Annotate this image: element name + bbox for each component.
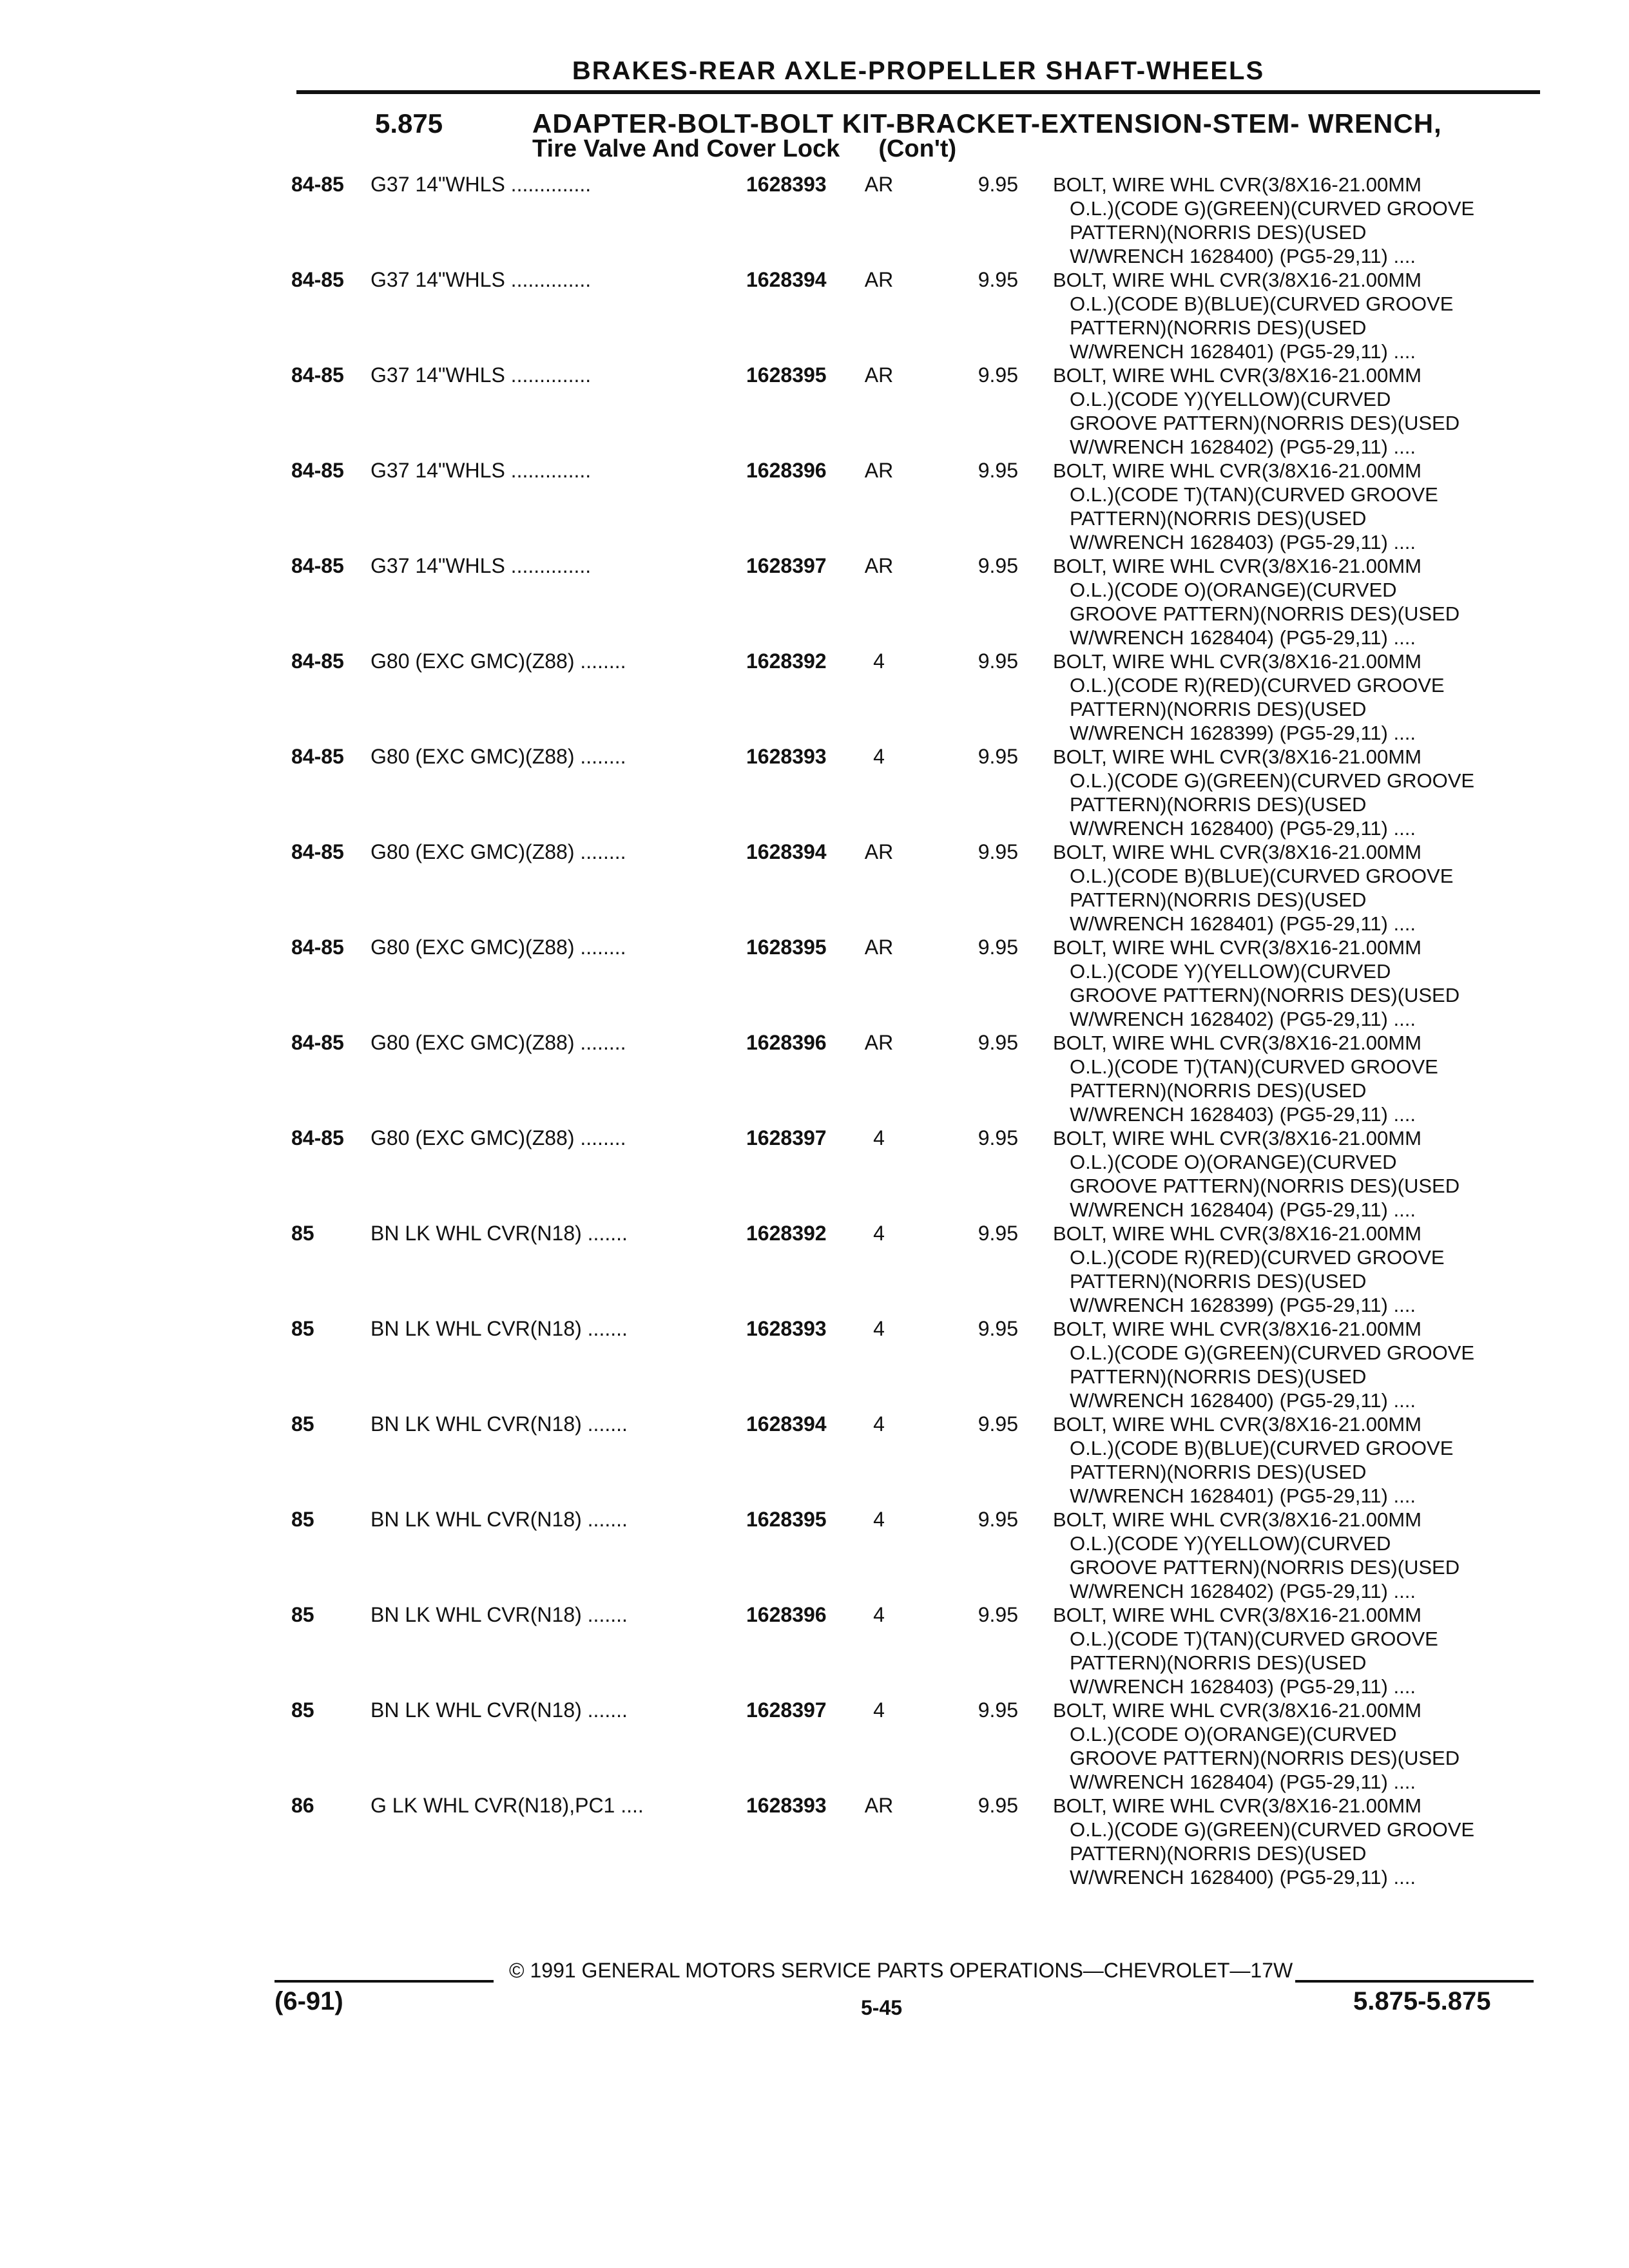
entry-description — [1053, 1031, 1543, 1126]
entry-quantity: 4 — [873, 1698, 885, 1722]
entry-price: 9.95 — [978, 1412, 1018, 1436]
footer-rule-left — [275, 1980, 494, 1983]
entry-price: 9.95 — [978, 1603, 1018, 1626]
entry-application: G37 14"WHLS .............. — [371, 459, 592, 482]
section-subtitle — [532, 135, 956, 163]
description-line: O.L.)(CODE O)(ORANGE)(CURVED — [1070, 1151, 1397, 1173]
entry-description — [1053, 1698, 1543, 1794]
description-line: BOLT, WIRE WHL CVR(3/8X16-21.00MM — [1053, 1032, 1422, 1054]
entry-quantity: AR — [864, 363, 894, 387]
entry-part-number: 1628397 — [746, 1126, 827, 1149]
entry-part-number: 1628392 — [746, 1222, 827, 1245]
entry-price: 9.95 — [978, 1508, 1018, 1531]
entry-price: 9.95 — [978, 1031, 1018, 1054]
description-line: BOLT, WIRE WHL CVR(3/8X16-21.00MM — [1053, 1508, 1422, 1531]
part-entry — [0, 1794, 1629, 1888]
description-line: GROOVE PATTERN)(NORRIS DES)(USED — [1070, 1556, 1460, 1579]
description-line: GROOVE PATTERN)(NORRIS DES)(USED — [1070, 1747, 1460, 1769]
description-line: W/WRENCH 1628402) (PG5-29,11) .... — [1070, 1580, 1416, 1602]
description-line: PATTERN)(NORRIS DES)(USED — [1070, 316, 1367, 339]
footer-section-range: 5.875-5.875 — [1353, 1987, 1491, 2015]
description-line: O.L.)(CODE B)(BLUE)(CURVED GROOVE — [1070, 293, 1454, 315]
part-entry — [0, 840, 1629, 934]
entry-description — [1053, 745, 1543, 840]
part-entry — [0, 1603, 1629, 1697]
description-line: O.L.)(CODE O)(ORANGE)(CURVED — [1070, 579, 1397, 601]
entry-description — [1053, 1794, 1543, 1889]
entry-application: G37 14"WHLS .............. — [371, 173, 592, 196]
description-line: O.L.)(CODE O)(ORANGE)(CURVED — [1070, 1723, 1397, 1745]
entry-price: 9.95 — [978, 173, 1018, 196]
entry-application: BN LK WHL CVR(N18) ....... — [371, 1412, 628, 1436]
entry-description — [1053, 1222, 1543, 1317]
description-line: O.L.)(CODE G)(GREEN)(CURVED GROOVE — [1070, 197, 1475, 220]
description-line: O.L.)(CODE Y)(YELLOW)(CURVED — [1070, 1532, 1391, 1555]
entry-price: 9.95 — [978, 554, 1018, 577]
entry-application: BN LK WHL CVR(N18) ....... — [371, 1698, 628, 1722]
entry-part-number: 1628393 — [746, 745, 827, 768]
entry-application: BN LK WHL CVR(N18) ....... — [371, 1603, 628, 1626]
entry-application: G37 14"WHLS .............. — [371, 554, 592, 577]
entry-price: 9.95 — [978, 1698, 1018, 1722]
description-line: PATTERN)(NORRIS DES)(USED — [1070, 1365, 1367, 1388]
part-entry — [0, 1222, 1629, 1316]
description-line: BOLT, WIRE WHL CVR(3/8X16-21.00MM — [1053, 1222, 1422, 1245]
entry-quantity: 4 — [873, 1222, 885, 1245]
continued-label: (Con't) — [878, 135, 957, 162]
description-line: BOLT, WIRE WHL CVR(3/8X16-21.00MM — [1053, 1604, 1422, 1626]
entry-part-number: 1628394 — [746, 840, 827, 863]
entry-part-number: 1628395 — [746, 1508, 827, 1531]
entry-application: G80 (EXC GMC)(Z88) ........ — [371, 936, 626, 959]
entry-quantity: 4 — [873, 649, 885, 673]
part-entry — [0, 459, 1629, 553]
entry-application: G80 (EXC GMC)(Z88) ........ — [371, 649, 626, 673]
description-line: O.L.)(CODE R)(RED)(CURVED GROOVE — [1070, 674, 1445, 697]
entry-year: 85 — [291, 1508, 314, 1531]
entry-year: 84-85 — [291, 268, 344, 291]
entry-part-number: 1628397 — [746, 1698, 827, 1722]
description-line: BOLT, WIRE WHL CVR(3/8X16-21.00MM — [1053, 269, 1422, 291]
entry-year: 84-85 — [291, 936, 344, 959]
description-line: W/WRENCH 1628401) (PG5-29,11) .... — [1070, 340, 1416, 363]
entry-quantity: AR — [864, 840, 894, 863]
entry-year: 84-85 — [291, 173, 344, 196]
description-line: O.L.)(CODE G)(GREEN)(CURVED GROOVE — [1070, 1818, 1475, 1841]
entry-year: 85 — [291, 1603, 314, 1626]
entry-year: 84-85 — [291, 649, 344, 673]
description-line: O.L.)(CODE G)(GREEN)(CURVED GROOVE — [1070, 1341, 1475, 1364]
entry-application: BN LK WHL CVR(N18) ....... — [371, 1508, 628, 1531]
entry-year: 84-85 — [291, 840, 344, 863]
description-line: PATTERN)(NORRIS DES)(USED — [1070, 698, 1367, 720]
entry-part-number: 1628395 — [746, 936, 827, 959]
entry-year: 85 — [291, 1222, 314, 1245]
entry-quantity: 4 — [873, 1126, 885, 1149]
entry-part-number: 1628396 — [746, 1603, 827, 1626]
entry-quantity: AR — [864, 554, 894, 577]
description-line: BOLT, WIRE WHL CVR(3/8X16-21.00MM — [1053, 1413, 1422, 1436]
description-line: O.L.)(CODE B)(BLUE)(CURVED GROOVE — [1070, 865, 1454, 887]
entry-part-number: 1628395 — [746, 363, 827, 387]
entry-part-number: 1628396 — [746, 459, 827, 482]
description-line: BOLT, WIRE WHL CVR(3/8X16-21.00MM — [1053, 1318, 1422, 1340]
entry-description — [1053, 268, 1543, 363]
description-line: BOLT, WIRE WHL CVR(3/8X16-21.00MM — [1053, 459, 1422, 482]
entry-price: 9.95 — [978, 745, 1018, 768]
part-entry — [0, 363, 1629, 457]
entry-application: BN LK WHL CVR(N18) ....... — [371, 1222, 628, 1245]
section-title: ADAPTER-BOLT-BOLT KIT-BRACKET-EXTENSION-STEM- WRENCH, — [532, 108, 1442, 139]
description-line: O.L.)(CODE T)(TAN)(CURVED GROOVE — [1070, 483, 1438, 506]
footer-copyright: © 1991 GENERAL MOTORS SERVICE PARTS OPERATIONS—CHEVROLET—17W — [509, 1959, 1293, 1982]
description-line: O.L.)(CODE T)(TAN)(CURVED GROOVE — [1070, 1628, 1438, 1650]
entry-quantity: 4 — [873, 745, 885, 768]
entry-description — [1053, 1317, 1543, 1412]
description-line: BOLT, WIRE WHL CVR(3/8X16-21.00MM — [1053, 650, 1422, 673]
entry-price: 9.95 — [978, 268, 1018, 291]
footer-date: (6-91) — [275, 1987, 343, 2015]
entry-description — [1053, 840, 1543, 936]
entry-quantity: AR — [864, 1794, 894, 1817]
footer-page-number: 5-45 — [861, 1996, 903, 2019]
entry-quantity: 4 — [873, 1508, 885, 1531]
entry-quantity: AR — [864, 268, 894, 291]
description-line: BOLT, WIRE WHL CVR(3/8X16-21.00MM — [1053, 745, 1422, 768]
entry-year: 84-85 — [291, 745, 344, 768]
entry-application: G80 (EXC GMC)(Z88) ........ — [371, 1031, 626, 1054]
description-line: W/WRENCH 1628402) (PG5-29,11) .... — [1070, 1008, 1416, 1030]
entry-description — [1053, 1603, 1543, 1698]
description-line: PATTERN)(NORRIS DES)(USED — [1070, 1651, 1367, 1674]
description-line: W/WRENCH 1628400) (PG5-29,11) .... — [1070, 1866, 1416, 1888]
part-entry — [0, 1698, 1629, 1792]
entry-price: 9.95 — [978, 1126, 1018, 1149]
entry-application: G LK WHL CVR(N18),PC1 .... — [371, 1794, 644, 1817]
entry-price: 9.95 — [978, 363, 1018, 387]
section-number: 5.875 — [375, 108, 443, 139]
entry-part-number: 1628394 — [746, 268, 827, 291]
entry-application: G37 14"WHLS .............. — [371, 268, 592, 291]
description-line: W/WRENCH 1628401) (PG5-29,11) .... — [1070, 912, 1416, 935]
entry-part-number: 1628393 — [746, 173, 827, 196]
part-entry — [0, 173, 1629, 267]
entry-price: 9.95 — [978, 936, 1018, 959]
entry-quantity: 4 — [873, 1603, 885, 1626]
entry-description — [1053, 1508, 1543, 1603]
description-line: O.L.)(CODE Y)(YELLOW)(CURVED — [1070, 960, 1391, 983]
description-line: BOLT, WIRE WHL CVR(3/8X16-21.00MM — [1053, 841, 1422, 863]
description-line: BOLT, WIRE WHL CVR(3/8X16-21.00MM — [1053, 555, 1422, 577]
description-line: BOLT, WIRE WHL CVR(3/8X16-21.00MM — [1053, 936, 1422, 959]
description-line: PATTERN)(NORRIS DES)(USED — [1070, 221, 1367, 244]
entry-price: 9.95 — [978, 840, 1018, 863]
entry-price: 9.95 — [978, 649, 1018, 673]
description-line: BOLT, WIRE WHL CVR(3/8X16-21.00MM — [1053, 173, 1422, 196]
entry-application: BN LK WHL CVR(N18) ....... — [371, 1317, 628, 1340]
description-line: O.L.)(CODE G)(GREEN)(CURVED GROOVE — [1070, 769, 1475, 792]
entry-year: 85 — [291, 1317, 314, 1340]
description-line: BOLT, WIRE WHL CVR(3/8X16-21.00MM — [1053, 1699, 1422, 1722]
entry-application: G80 (EXC GMC)(Z88) ........ — [371, 745, 626, 768]
entry-quantity: 4 — [873, 1412, 885, 1436]
description-line: GROOVE PATTERN)(NORRIS DES)(USED — [1070, 412, 1460, 434]
entry-year: 84-85 — [291, 1126, 344, 1149]
description-line: O.L.)(CODE B)(BLUE)(CURVED GROOVE — [1070, 1437, 1454, 1459]
entry-price: 9.95 — [978, 459, 1018, 482]
description-line: BOLT, WIRE WHL CVR(3/8X16-21.00MM — [1053, 1794, 1422, 1817]
entry-quantity: AR — [864, 459, 894, 482]
entry-description — [1053, 649, 1543, 745]
entry-description — [1053, 554, 1543, 649]
part-entry — [0, 1126, 1629, 1220]
entry-year: 84-85 — [291, 363, 344, 387]
entry-description — [1053, 459, 1543, 554]
header-rule — [296, 90, 1540, 94]
part-entry — [0, 936, 1629, 1030]
part-entry — [0, 745, 1629, 839]
description-line: O.L.)(CODE T)(TAN)(CURVED GROOVE — [1070, 1055, 1438, 1078]
entry-quantity: AR — [864, 1031, 894, 1054]
description-line: GROOVE PATTERN)(NORRIS DES)(USED — [1070, 602, 1460, 625]
description-line: PATTERN)(NORRIS DES)(USED — [1070, 1842, 1367, 1865]
description-line: W/WRENCH 1628399) (PG5-29,11) .... — [1070, 1294, 1416, 1316]
description-line: O.L.)(CODE R)(RED)(CURVED GROOVE — [1070, 1246, 1445, 1269]
description-line: W/WRENCH 1628402) (PG5-29,11) .... — [1070, 436, 1416, 458]
description-line: W/WRENCH 1628400) (PG5-29,11) .... — [1070, 817, 1416, 840]
entry-description — [1053, 173, 1543, 268]
entry-year: 85 — [291, 1412, 314, 1436]
description-line: W/WRENCH 1628404) (PG5-29,11) .... — [1070, 1198, 1416, 1221]
entry-quantity: 4 — [873, 1317, 885, 1340]
entry-application: G80 (EXC GMC)(Z88) ........ — [371, 1126, 626, 1149]
entry-price: 9.95 — [978, 1317, 1018, 1340]
description-line: O.L.)(CODE Y)(YELLOW)(CURVED — [1070, 388, 1391, 410]
entry-quantity: AR — [864, 173, 894, 196]
entry-year: 85 — [291, 1698, 314, 1722]
description-line: W/WRENCH 1628400) (PG5-29,11) .... — [1070, 1389, 1416, 1412]
description-line: W/WRENCH 1628403) (PG5-29,11) .... — [1070, 1103, 1416, 1126]
part-entry — [0, 1412, 1629, 1506]
description-line: GROOVE PATTERN)(NORRIS DES)(USED — [1070, 984, 1460, 1006]
entry-description — [1053, 363, 1543, 459]
entry-quantity: AR — [864, 936, 894, 959]
entry-part-number: 1628392 — [746, 649, 827, 673]
entry-year: 84-85 — [291, 554, 344, 577]
description-line: PATTERN)(NORRIS DES)(USED — [1070, 507, 1367, 530]
description-line: PATTERN)(NORRIS DES)(USED — [1070, 1270, 1367, 1293]
description-line: PATTERN)(NORRIS DES)(USED — [1070, 1461, 1367, 1483]
page-header: BRAKES-REAR AXLE-PROPELLER SHAFT-WHEELS — [572, 57, 1265, 85]
description-line: PATTERN)(NORRIS DES)(USED — [1070, 1079, 1367, 1102]
entry-part-number: 1628394 — [746, 1412, 827, 1436]
part-entry — [0, 649, 1629, 744]
part-entry — [0, 1031, 1629, 1125]
entry-application: G80 (EXC GMC)(Z88) ........ — [371, 840, 626, 863]
entry-application: G37 14"WHLS .............. — [371, 363, 592, 387]
entry-year: 84-85 — [291, 459, 344, 482]
section-subtitle-text: Tire Valve And Cover Lock — [532, 135, 840, 162]
part-entry — [0, 268, 1629, 362]
description-line: BOLT, WIRE WHL CVR(3/8X16-21.00MM — [1053, 1127, 1422, 1149]
description-line: PATTERN)(NORRIS DES)(USED — [1070, 793, 1367, 816]
description-line: GROOVE PATTERN)(NORRIS DES)(USED — [1070, 1175, 1460, 1197]
description-line: BOLT, WIRE WHL CVR(3/8X16-21.00MM — [1053, 364, 1422, 387]
entry-price: 9.95 — [978, 1794, 1018, 1817]
part-entry — [0, 1508, 1629, 1602]
entry-price: 9.95 — [978, 1222, 1018, 1245]
description-line: W/WRENCH 1628399) (PG5-29,11) .... — [1070, 722, 1416, 744]
entry-description — [1053, 936, 1543, 1031]
description-line: W/WRENCH 1628403) (PG5-29,11) .... — [1070, 531, 1416, 553]
entry-year: 86 — [291, 1794, 314, 1817]
description-line: PATTERN)(NORRIS DES)(USED — [1070, 889, 1367, 911]
entry-part-number: 1628397 — [746, 554, 827, 577]
part-entry — [0, 554, 1629, 648]
footer-rule-right — [1295, 1980, 1534, 1983]
entry-description — [1053, 1412, 1543, 1508]
part-entry — [0, 1317, 1629, 1411]
description-line: W/WRENCH 1628403) (PG5-29,11) .... — [1070, 1675, 1416, 1698]
description-line: W/WRENCH 1628404) (PG5-29,11) .... — [1070, 626, 1416, 649]
entry-description — [1053, 1126, 1543, 1222]
entry-part-number: 1628393 — [746, 1794, 827, 1817]
entry-part-number: 1628393 — [746, 1317, 827, 1340]
description-line: W/WRENCH 1628400) (PG5-29,11) .... — [1070, 245, 1416, 267]
description-line: W/WRENCH 1628401) (PG5-29,11) .... — [1070, 1485, 1416, 1507]
entry-part-number: 1628396 — [746, 1031, 827, 1054]
description-line: W/WRENCH 1628404) (PG5-29,11) .... — [1070, 1771, 1416, 1793]
entry-year: 84-85 — [291, 1031, 344, 1054]
